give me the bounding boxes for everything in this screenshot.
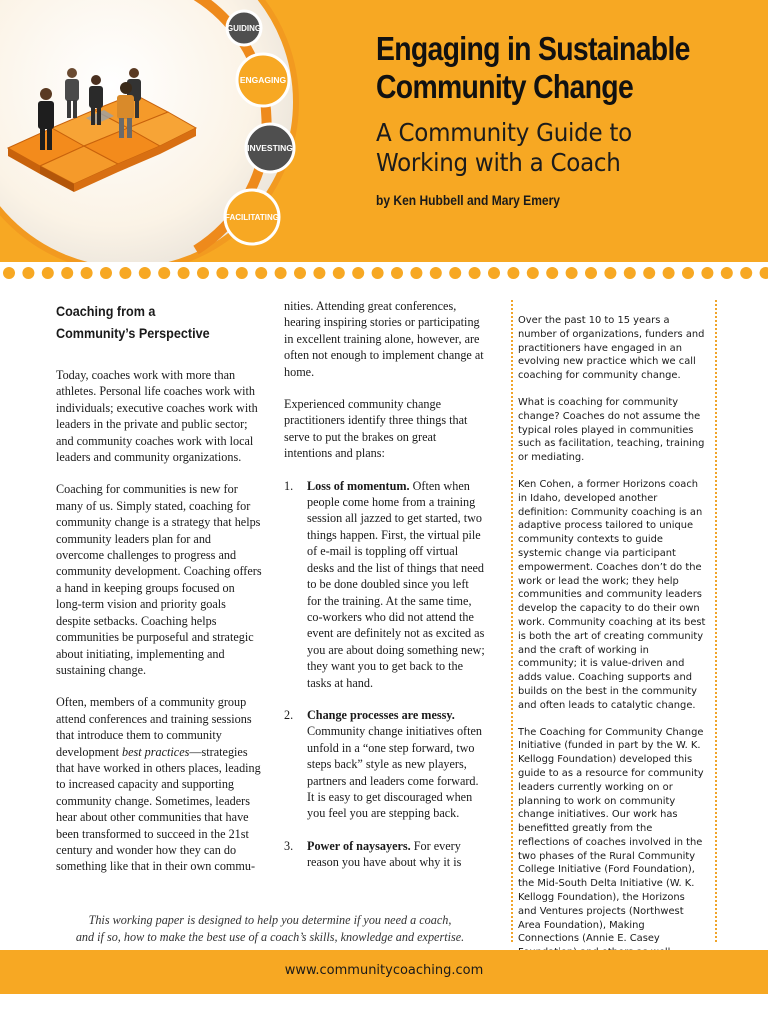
separator-dot — [22, 267, 34, 279]
svg-text:FACILITATING: FACILITATING — [225, 213, 279, 222]
list-item-title: Power of naysayers. — [307, 838, 411, 853]
separator-dot — [294, 267, 306, 279]
header-banner — [0, 0, 768, 262]
list-item-text: For every reason you have about why it is — [307, 838, 462, 870]
separator-dot — [61, 267, 73, 279]
separator-dot — [391, 267, 403, 279]
subtitle-line-1: A Community Guide to — [376, 118, 632, 147]
section-heading — [56, 300, 241, 344]
separator-dot — [643, 267, 655, 279]
badge-investing — [246, 124, 294, 172]
svg-text:ENGAGING: ENGAGING — [239, 75, 287, 85]
hero-illustration — [0, 0, 300, 262]
separator-dot — [507, 267, 519, 279]
separator-dot — [740, 267, 752, 279]
website-link[interactable]: www.communitycoaching.com — [284, 963, 484, 978]
footer-bar — [0, 950, 768, 994]
byline: by Ken Hubbell and Mary Emery — [376, 192, 560, 208]
separator-dot — [158, 267, 170, 279]
separator-dot — [488, 267, 500, 279]
subtitle — [376, 118, 735, 178]
sidebar — [518, 314, 706, 973]
separator-dot — [275, 267, 287, 279]
footnote-line-1: This working paper is designed to help you determine if you need a coach, — [88, 913, 452, 927]
separator-dot — [139, 267, 151, 279]
emphasis-best-practices: best practices — [122, 744, 190, 759]
separator-dot — [178, 267, 190, 279]
title-block — [376, 30, 766, 208]
separator-dot — [255, 267, 267, 279]
column-1 — [56, 300, 262, 891]
sidebar-paragraph: Ken Cohen, a former Horizons coach in Idaho, developed another definition: Community coaching is an adaptive process tailored to unique community contexts to guide systemic change via participant empowerment. Coaches don’t do the work or lead the work; they help communities and community leaders develop the capacity to do their own work. Community coaching at its best is both the art of creating community and the craft of working in community; it is value-driven and adds value. Coaching supports and builds on the best in the community and often leads to catalytic change. — [518, 478, 706, 711]
separator-dot — [100, 267, 112, 279]
list-item-text: Community change initiatives often unfold in a “one step forward, two steps back” style as new players, partners and leaders come forward. It is easy to get discouraged when you feel you are stepping back. — [307, 724, 482, 821]
separator-dot — [624, 267, 636, 279]
separator-dot — [585, 267, 597, 279]
footnote — [60, 912, 480, 946]
separator-dot — [682, 267, 694, 279]
separator-dot — [449, 267, 461, 279]
sidebar-paragraph: The Coaching for Community Change Initiative (funded in part by the W. K. Kellogg Foundation) developed this guide to as a resource for community leaders currently working on or planning to work on community change initiatives. Our work has benefitted greatly from the reflections of coaches involved in the two phases of the Rural Community College Initiative (Ford Foundation), the Mid-South Delta Initiative (W. K. Kellogg Foundation), the Horizons and Ventures projects (Northwest Area Foundation), Making Connections (Annie E. Casey — [518, 726, 704, 945]
separator-dot — [236, 267, 248, 279]
obstacle-list — [284, 478, 486, 871]
text-run: —strategies that have worked in others places, leading to increased capacity and supporting community change. Sometimes, leaders hear about other communities that have been transformed to succeed in the 21st century and wonder how they can do something like that in their own commu- — [56, 744, 261, 874]
text-run: Often, members of a community group attend conferences and training sessions that introduce them to community development — [56, 695, 252, 759]
separator-dot — [760, 267, 768, 279]
main-title-line-1: Engaging in Sustainable — [376, 30, 690, 67]
list-number: 2. — [284, 707, 294, 722]
list-item-title: Loss of momentum. — [307, 478, 410, 493]
separator-dot — [604, 267, 616, 279]
badge-guiding — [227, 11, 261, 45]
main-title — [376, 30, 711, 106]
separator-dot — [566, 267, 578, 279]
separator-dot — [663, 267, 675, 279]
list-number: 3. — [284, 838, 294, 853]
separator-dot — [197, 267, 209, 279]
section-heading-line-2: Community’s Perspective — [56, 325, 210, 341]
main-title-line-2: Community Change — [376, 68, 634, 105]
separator-dot — [42, 267, 54, 279]
sidebar-paragraph: Over the past 10 to 15 years a number of organizations, funders and practitioners have engaged in an evolving new practice which we call coaching for community change. — [518, 315, 705, 382]
sidebar-paragraph: What is coaching for community change? Coaches do not assume the typical roles played in communities such as facilitation, teaching, training or mediating. — [518, 396, 705, 464]
paragraph — [56, 694, 262, 874]
subtitle-line-2: Working with a Coach — [376, 148, 621, 177]
list-item — [284, 707, 486, 822]
separator-dot — [721, 267, 733, 279]
paragraph: Experienced community change practitioners identify three things that serve to put the brakes on great intentions and plans: — [284, 397, 468, 461]
separator-dot — [216, 267, 228, 279]
separator-dot — [546, 267, 558, 279]
svg-text:INVESTING: INVESTING — [247, 143, 293, 153]
separator-dot — [430, 267, 442, 279]
footnote-line-2: and if so, how to make the best use of a coach’s skills, knowledge and expertise. — [75, 930, 465, 944]
separator-dot — [527, 267, 539, 279]
svg-text:GUIDING: GUIDING — [226, 24, 262, 33]
list-item-text: Often when people come home from a training session all jazzed to get started, two things happen. First, the virtual pile of e-mail is toppling off virtual desks and the list of things that need to be done doubled since you left for the training. At the same time, co-workers who did not attend the event are definitely not as excited as you are about doing something new; they want you to get back to the tasks at hand. — [307, 478, 485, 690]
list-item-title: Change processes are messy. — [307, 707, 455, 722]
badge-engaging — [237, 54, 289, 106]
separator-dot — [3, 267, 15, 279]
separator-dot — [313, 267, 325, 279]
paragraph: Coaching for communities is new for many of us. Simply stated, coaching for community change is a strategy that helps community leaders plan for and overcome challenges to progress and community development. Coaching offers a hand in keeping groups focused on long-term vision and priority goals despite setbacks. Coaching helps communities be purposeful and strategic about initiating, implementing and sustaining change. — [56, 482, 262, 677]
column-2 — [284, 298, 486, 887]
separator-dot — [352, 267, 364, 279]
section-heading-line-1: Coaching from a — [56, 303, 156, 319]
separator-dot — [469, 267, 481, 279]
badge-facilitating — [225, 190, 279, 244]
separator-dot — [119, 267, 131, 279]
separator-dot — [701, 267, 713, 279]
list-number: 1. — [284, 478, 294, 493]
paragraph: Today, coaches work with more than athletes. Personal life coaches work with individuals; executive coaches work with leaders in the private and public sector; and community coaches work with local leaders and community organizations. — [56, 368, 258, 465]
separator-dot — [333, 267, 345, 279]
separator-dot — [372, 267, 384, 279]
list-item — [284, 478, 486, 691]
paragraph: nities. Attending great conferences, hearing inspiring stories or participating in excellent training alone, however, are often not enough to implement change at home. — [284, 299, 484, 379]
separator-dot — [81, 267, 93, 279]
separator-dot — [410, 267, 422, 279]
list-item — [284, 838, 486, 871]
dot-separator — [0, 262, 768, 284]
